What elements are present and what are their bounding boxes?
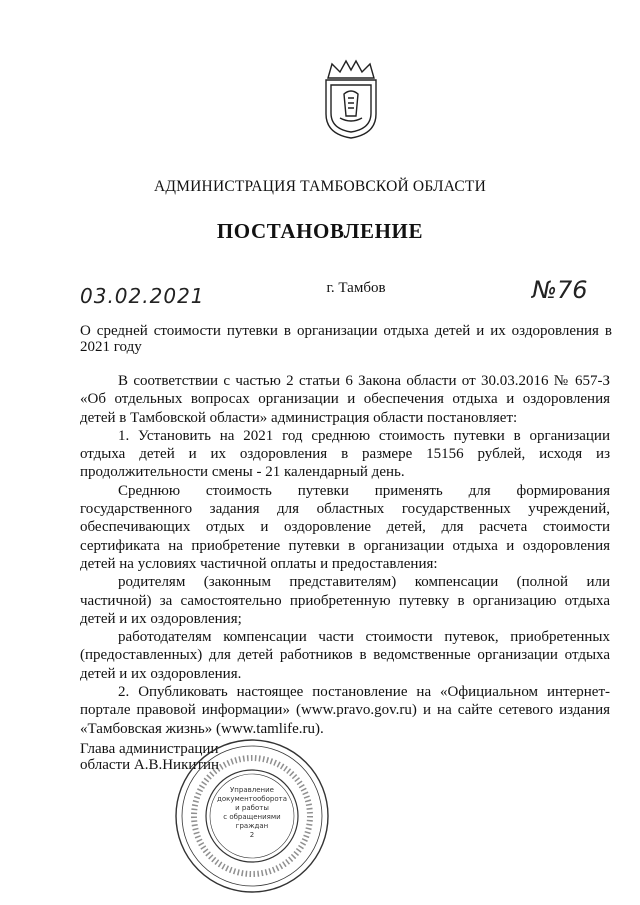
document-city: г. Тамбов xyxy=(326,280,386,296)
paragraph-parents: родителям (законным представителям) компенсации (полной или частичной) за самостоятельно приобретенную путевку в организацию отдыха детей и их оздоровления; xyxy=(80,574,610,627)
signature-name: области А.В.Никитин xyxy=(80,756,220,773)
organization-title: АДМИНИСТРАЦИЯ ТАМБОВСКОЙ ОБЛАСТИ xyxy=(154,178,486,195)
paragraph-usage: Среднюю стоимость путевки применять для формирования государственного задания для областных государственных учреждений, обеспечивающих отдых и оздоровление детей, для расчета стоимости сертификата на приобретение путевки в организации отдыха и оздоровления детей на условиях частичной оплаты и предоставления: xyxy=(80,482,610,572)
document-number: №76 xyxy=(532,276,588,304)
signature-position: Глава администрации xyxy=(80,741,219,757)
document-type: ПОСТАНОВЛЕНИЕ xyxy=(216,219,424,243)
document-body xyxy=(80,372,610,738)
stamp-text: Управление документооборота и работы с обращениями граждан 2 xyxy=(217,786,287,839)
document-date: 03.02.2021 xyxy=(80,284,205,308)
paragraph-preamble: В соответствии с частью 2 статьи 6 Закона области от 30.03.2016 № 657-З «Об отдельных вопросах организации и обеспечения отдыха и оздоровления детей в Тамбовской области» администрация области постановляет: xyxy=(80,373,610,426)
paragraph-item-2: 2. Опубликовать настоящее постановление на «Официальном интернет-портале правовой информации» (www.pravo.gov.ru) и на сайте сетевого издания «Тамбовская жизнь» (www.tamlife.ru). xyxy=(80,684,610,737)
document-subject: О средней стоимости путевки в организации отдыха детей и их оздоровления в 2021 году xyxy=(80,323,612,355)
coat-of-arms-icon xyxy=(318,58,384,140)
paragraph-item-1: 1. Установить на 2021 год среднюю стоимость путевки в организации отдыха детей и их оздоровления в размере 15156 рублей, исходя из продолжительности смены - 21 календарный день. xyxy=(80,427,610,481)
paragraph-employers: работодателям компенсации части стоимости путевок, приобретенных (предоставленных) для детей работников в ведомственные организации отдыха детей и их оздоровления. xyxy=(80,629,610,682)
